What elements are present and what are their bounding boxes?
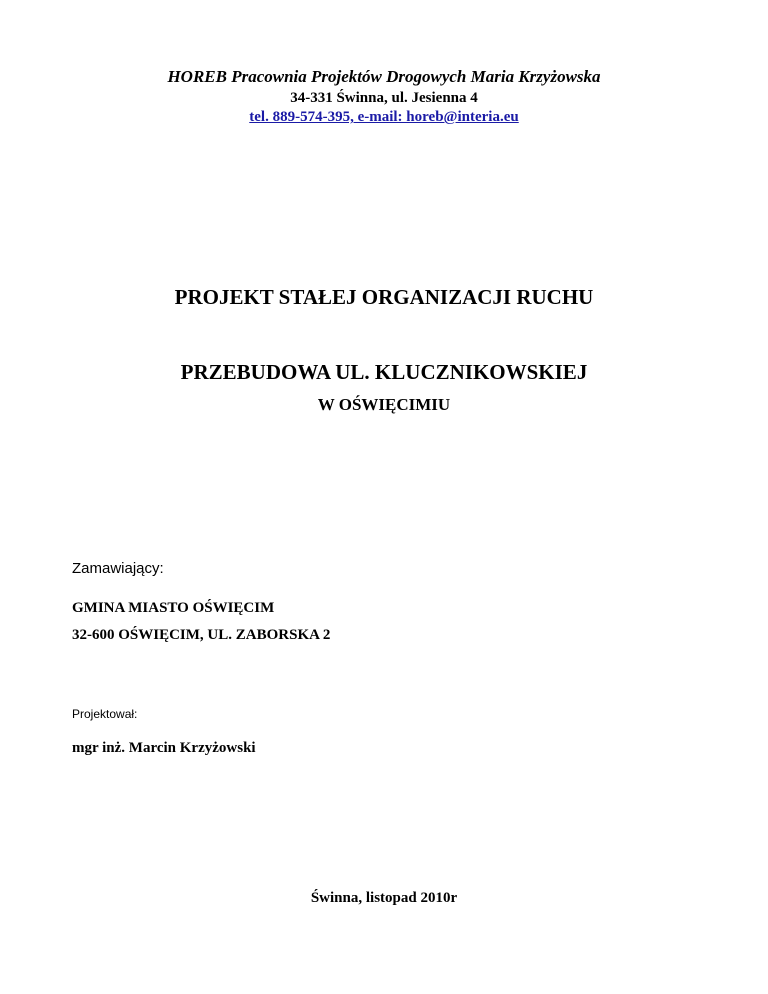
client-address: 32-600 OŚWIĘCIM, UL. ZABORSKA 2 [72, 627, 331, 643]
contact-link[interactable]: tel. 889-574-395, e-mail: horeb@interia.eu [249, 109, 519, 125]
client-name: GMINA MIASTO OŚWIĘCIM [72, 600, 275, 616]
project-title: PROJEKT STAŁEJ ORGANIZACJI RUCHU [174, 285, 594, 309]
designer-name: mgr inż. Marcin Krzyżowski [72, 740, 256, 756]
place-date: Świnna, listopad 2010r [310, 890, 458, 906]
client-label: Zamawiający: [72, 560, 164, 577]
project-subtitle-line1: PRZEBUDOWA UL. KLUCZNIKOWSKIEJ [180, 360, 588, 384]
company-address: 34-331 Świnna, ul. Jesienna 4 [290, 90, 478, 106]
designer-label: Projektował: [72, 707, 138, 721]
company-name: HOREB Pracownia Projektów Drogowych Maria Krzyżowska [167, 67, 601, 86]
project-subtitle-line2: W OŚWIĘCIMIU [317, 395, 451, 414]
